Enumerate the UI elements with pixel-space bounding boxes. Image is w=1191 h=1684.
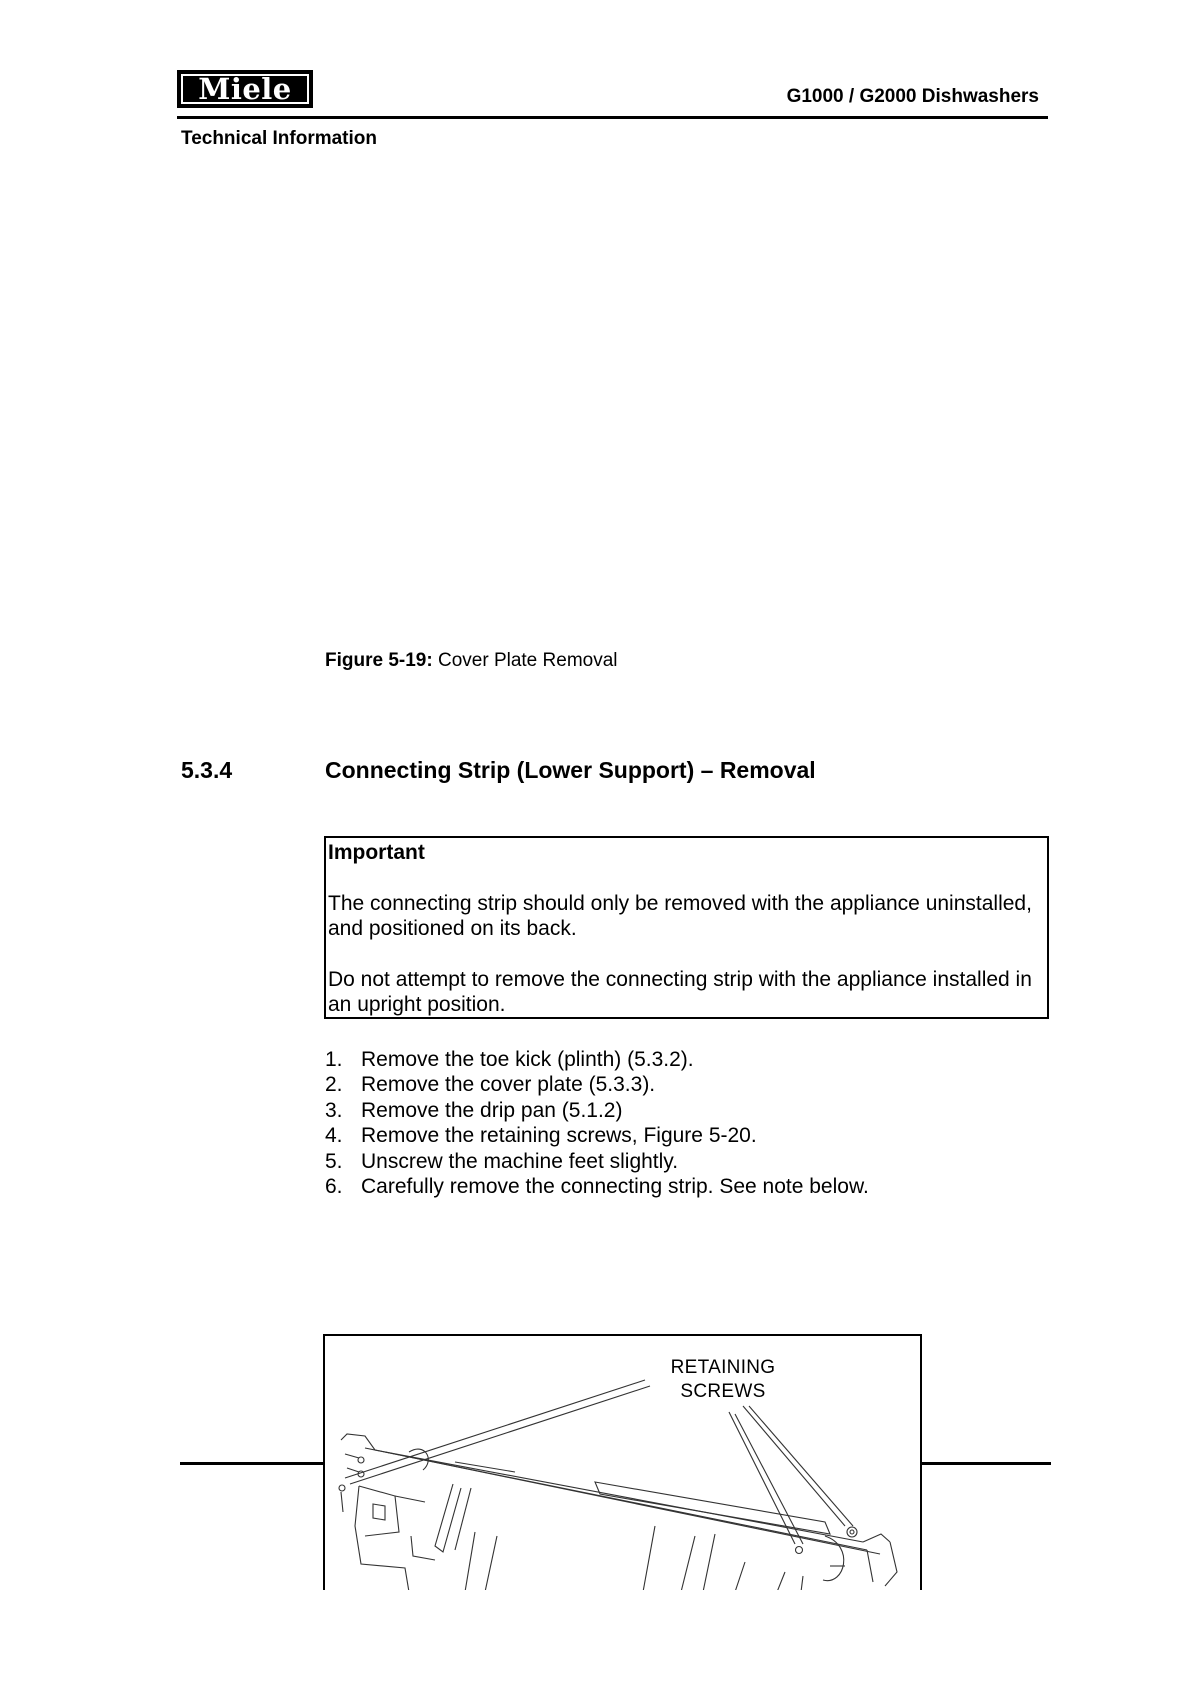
step-text: Remove the cover plate (5.3.3). xyxy=(361,1073,656,1097)
retaining-screws-label xyxy=(643,1356,803,1406)
connecting-strip-illustration xyxy=(325,1336,922,1590)
removal-steps-list xyxy=(325,1047,869,1199)
step-item xyxy=(325,1047,869,1072)
step-text: Remove the toe kick (plinth) (5.3.2). xyxy=(361,1048,694,1071)
section-number: 5.3.4 xyxy=(181,757,233,783)
note-paragraph: The connecting strip should only be removed with the appliance uninstalled, and positioned on its back. xyxy=(328,892,1032,940)
retaining-screws-label-line1: RETAINING xyxy=(670,1357,776,1378)
step-number: 2. xyxy=(325,1073,343,1097)
important-note-box xyxy=(324,836,1049,1019)
step-text: Remove the retaining screws, Figure 5-20. xyxy=(361,1124,757,1148)
step-number: 5. xyxy=(325,1149,343,1173)
figure-caption xyxy=(325,650,618,672)
figure-caption-label: Figure 5-19: xyxy=(325,650,433,671)
miele-logo xyxy=(177,70,313,108)
section-heading: Connecting Strip (Lower Support) – Removal xyxy=(325,757,816,783)
step-text: Carefully remove the connecting strip. See note below. xyxy=(361,1175,869,1199)
section-label: Technical Information xyxy=(181,128,378,149)
step-item xyxy=(325,1149,869,1174)
header-divider xyxy=(177,116,1048,119)
footer-divider-left xyxy=(180,1462,324,1465)
step-item xyxy=(325,1174,869,1199)
retaining-screws-label-line2: SCREWS xyxy=(680,1381,766,1402)
step-item xyxy=(325,1123,869,1148)
note-paragraph: Do not attempt to remove the connecting strip with the appliance installed in an upright position. xyxy=(328,968,1032,1016)
step-item xyxy=(325,1098,869,1123)
connecting-strip-figure xyxy=(323,1334,922,1590)
figure-caption-text: Cover Plate Removal xyxy=(437,650,618,671)
note-title: Important xyxy=(328,841,425,864)
step-item xyxy=(325,1072,869,1097)
logo-text: Miele xyxy=(181,74,309,104)
footer-divider-right xyxy=(921,1462,1051,1465)
step-text: Remove the drip pan (5.1.2) xyxy=(361,1098,623,1122)
step-number: 6. xyxy=(325,1175,343,1199)
step-number: 4. xyxy=(325,1124,343,1148)
document-title: G1000 / G2000 Dishwashers xyxy=(786,86,1039,107)
step-text: Unscrew the machine feet slightly. xyxy=(361,1149,679,1173)
step-number: 3. xyxy=(325,1098,343,1122)
step-number: 1. xyxy=(325,1048,343,1071)
